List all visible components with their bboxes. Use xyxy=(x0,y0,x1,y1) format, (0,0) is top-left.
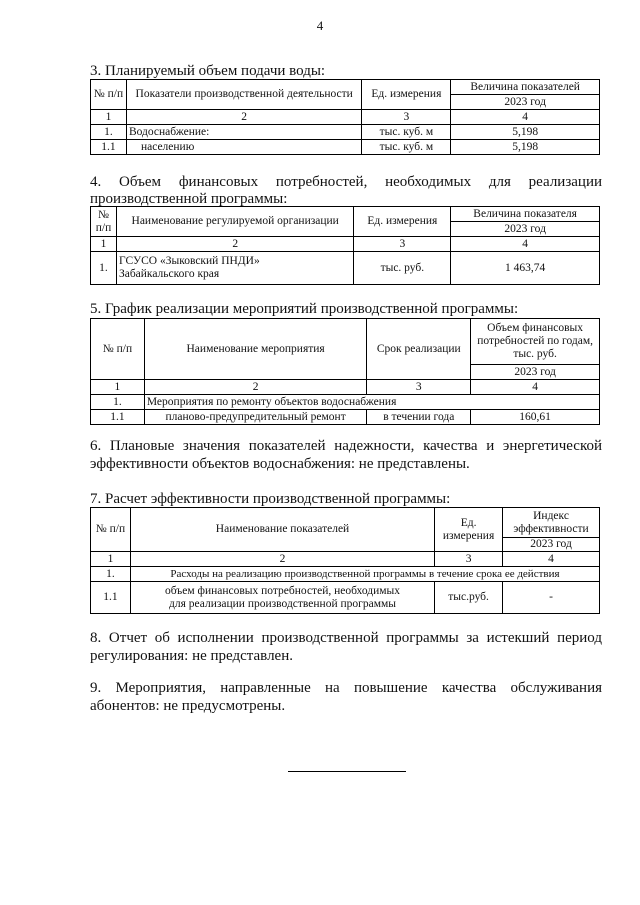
index-cell: 1 xyxy=(91,380,145,395)
organization-region: Забайкальского края xyxy=(118,268,220,280)
row-name: Водоснабжение: xyxy=(126,125,361,140)
table-row xyxy=(91,140,600,155)
section-8-line2: регулирования: не представлен. xyxy=(90,648,293,664)
index-cell: 3 xyxy=(367,380,471,395)
index-cell: 2 xyxy=(126,110,361,125)
row-value: 160,61 xyxy=(471,410,600,425)
col-header-number: № п/п xyxy=(91,207,117,237)
index-cell: 3 xyxy=(354,237,451,252)
group-name: Мероприятия по ремонту объектов водоснабжения xyxy=(144,395,599,410)
table-group-row xyxy=(91,395,600,410)
col-header-index: Индекс эффективности xyxy=(503,508,600,538)
col-header-measure: Наименование мероприятия xyxy=(144,319,367,380)
financial-needs-table xyxy=(90,206,600,285)
row-unit: тыс. куб. м xyxy=(362,140,451,155)
col-header-organization: Наименование регулируемой организации xyxy=(116,207,353,237)
col-header-unit: Ед. измерения xyxy=(362,80,451,110)
index-cell: 4 xyxy=(503,552,600,567)
section-4-title-line2: производственной программы: xyxy=(90,191,288,207)
table-index-row xyxy=(91,380,600,395)
section-8-line1: 8. Отчет об исполнении производственной программы за истекший период xyxy=(90,630,602,646)
index-cell: 1 xyxy=(91,110,127,125)
row-name: населению xyxy=(126,140,361,155)
row-unit: тыс.руб. xyxy=(435,582,503,614)
table-group-row xyxy=(91,567,600,582)
index-cell: 4 xyxy=(471,380,600,395)
row-unit: тыс. руб. xyxy=(354,252,451,285)
col-header-volume: Объем финансовых потребностей по годам, тыс. руб. xyxy=(471,319,600,365)
table-row xyxy=(91,125,600,140)
row-value: 1 463,74 xyxy=(451,252,600,285)
page-number: 4 xyxy=(316,18,324,33)
col-header-value: Величина показателя xyxy=(451,207,600,222)
table-row xyxy=(91,582,600,614)
section-6-line2: эффективности объектов водоснабжения: не представлены. xyxy=(90,456,470,472)
row-value: 5,198 xyxy=(451,140,600,155)
section-9-line1: 9. Мероприятия, направленные на повышение качества обслуживания xyxy=(90,680,602,696)
row-number: 1.1 xyxy=(91,410,145,425)
water-supply-table xyxy=(90,79,600,155)
section-3-title: 3. Планируемый объем подачи воды: xyxy=(90,63,326,79)
table-index-row xyxy=(91,237,600,252)
row-number: 1. xyxy=(91,125,127,140)
col-header-number: № п/п xyxy=(91,80,127,110)
col-header-term: Срок реализации xyxy=(367,319,471,380)
row-number: 1. xyxy=(91,252,117,285)
section-7-title: 7. Расчет эффективности производственной программы: xyxy=(90,491,451,507)
row-value: - xyxy=(503,582,600,614)
col-header-indicators: Наименование показателей xyxy=(130,508,434,552)
row-organization xyxy=(116,252,353,285)
col-header-year: 2023 год xyxy=(451,95,600,110)
section-9-line2: абонентов: не предусмотрены. xyxy=(90,698,286,714)
organization-name: ГСУСО «Зыковский ПНДИ» xyxy=(118,255,260,267)
col-header-unit: Ед. измерения xyxy=(435,508,503,552)
row-value: 5,198 xyxy=(451,125,600,140)
table-index-row xyxy=(91,110,600,125)
signature-line xyxy=(288,771,406,772)
col-header-number: № п/п xyxy=(91,319,145,380)
row-number: 1. xyxy=(91,567,131,582)
section-5-title: 5. График реализации мероприятий производственной программы: xyxy=(90,301,519,317)
schedule-table xyxy=(90,318,600,425)
row-indicator xyxy=(130,582,434,614)
col-header-number: № п/п xyxy=(91,508,131,552)
table-index-row xyxy=(91,552,600,567)
index-cell: 4 xyxy=(451,237,600,252)
table-row xyxy=(91,252,600,285)
col-header-year: 2023 год xyxy=(471,365,600,380)
index-cell: 1 xyxy=(91,237,117,252)
index-cell: 1 xyxy=(91,552,131,567)
row-number: 1.1 xyxy=(91,582,131,614)
row-number: 1. xyxy=(91,395,145,410)
section-4-title-line1: 4. Объем финансовых потребностей, необходимых для реализации xyxy=(90,174,602,190)
col-header-indicators: Показатели производственной деятельности xyxy=(126,80,361,110)
col-header-unit: Ед. измерения xyxy=(354,207,451,237)
indicator-line2: для реализации производственной программы xyxy=(169,597,396,610)
group-name: Расходы на реализацию производственной программы в течение срока ее действия xyxy=(130,567,599,582)
index-cell: 4 xyxy=(451,110,600,125)
index-cell: 3 xyxy=(435,552,503,567)
index-cell: 2 xyxy=(116,237,353,252)
index-cell: 2 xyxy=(144,380,367,395)
col-header-value: Величина показателей xyxy=(451,80,600,95)
row-unit: тыс. куб. м xyxy=(362,125,451,140)
index-cell: 3 xyxy=(362,110,451,125)
col-header-year: 2023 год xyxy=(451,222,600,237)
section-6-line1: 6. Плановые значения показателей надежности, качества и энергетической xyxy=(90,438,602,454)
table-row xyxy=(91,410,600,425)
col-header-year: 2023 год xyxy=(503,538,600,552)
index-cell: 2 xyxy=(130,552,434,567)
row-number: 1.1 xyxy=(91,140,127,155)
row-measure: планово-предупредительный ремонт xyxy=(144,410,367,425)
row-term: в течении года xyxy=(367,410,471,425)
indicator-line1: объем финансовых потребностей, необходимых xyxy=(164,584,401,597)
efficiency-table xyxy=(90,507,600,614)
